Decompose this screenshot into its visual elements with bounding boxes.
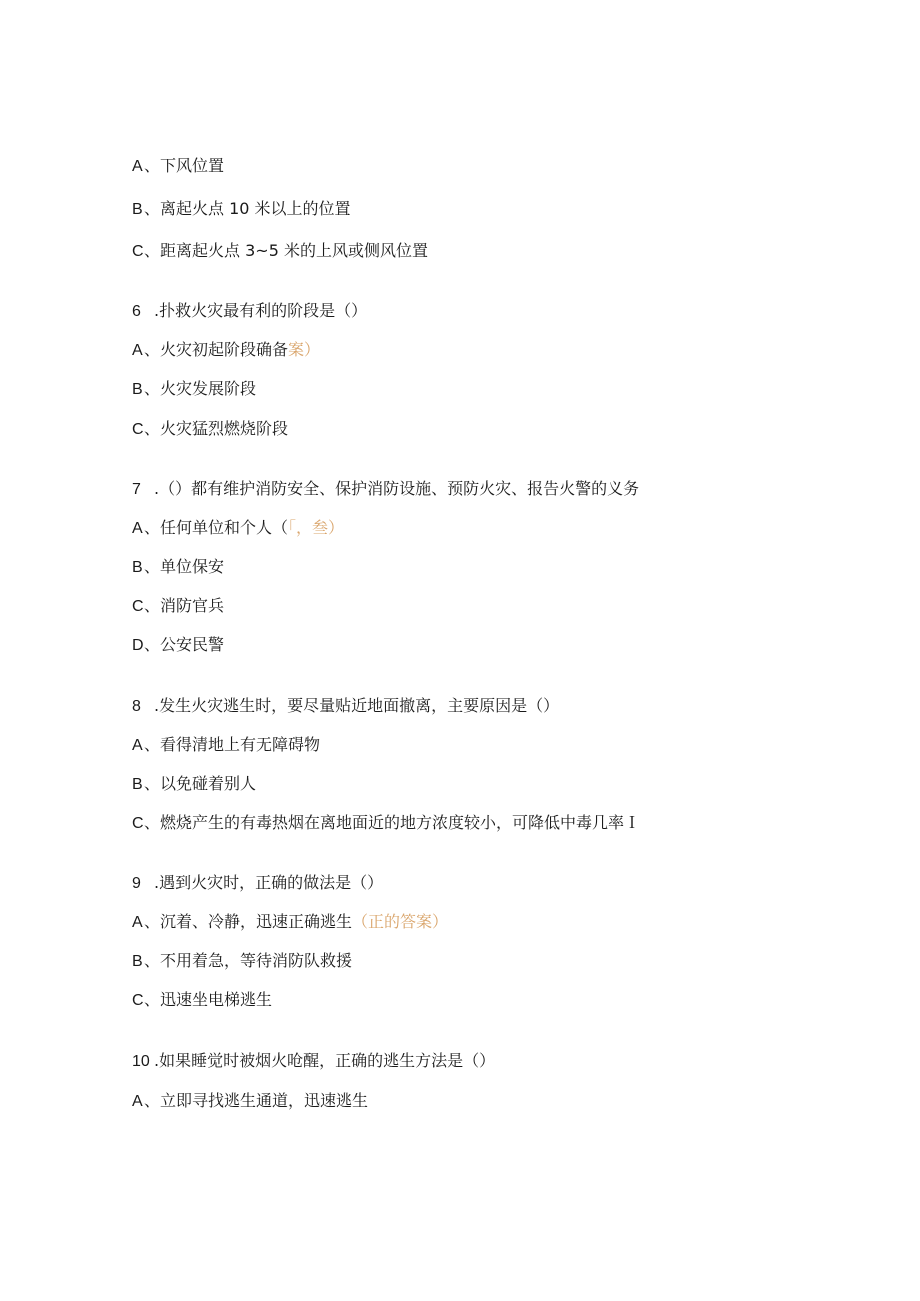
option-c-firefighters	[132, 596, 224, 617]
answer-mark: 「，叁）	[288, 518, 345, 537]
option-separator: 、	[144, 735, 161, 754]
question-text: .发生火灾逃生时，要尽量贴近地面撤离，主要原因是（）	[154, 696, 560, 715]
option-c-elevator	[132, 990, 272, 1011]
option-letter: A	[132, 158, 143, 175]
question-6	[132, 301, 367, 322]
option-separator: 、	[144, 557, 161, 576]
option-letter: C	[132, 421, 144, 438]
option-b-wait-rescue	[132, 951, 352, 972]
option-text: 火灾发展阶段	[160, 379, 257, 398]
option-letter: C	[132, 815, 144, 832]
option-separator: 、	[144, 199, 161, 218]
option-separator: 、	[144, 419, 161, 438]
option-d-police	[132, 635, 224, 656]
option-text: 单位保安	[160, 557, 225, 576]
option-separator: 、	[144, 241, 161, 260]
option-letter: D	[132, 637, 144, 654]
option-separator: 、	[144, 156, 161, 175]
option-text: 离起火点 10 米以上的位置	[160, 199, 351, 218]
option-letter: C	[132, 243, 144, 260]
option-text: 下风位置	[160, 156, 225, 175]
option-letter: B	[132, 953, 143, 970]
question-text: .（）都有维护消防安全、保护消防设施、预防火灾、报告火警的义务	[154, 479, 640, 498]
option-b-avoid-others	[132, 774, 256, 795]
option-text: 任何单位和个人（	[160, 518, 289, 537]
question-number: 8	[132, 698, 141, 715]
question-text: .如果睡觉时被烟火呛醒，正确的逃生方法是（）	[154, 1051, 496, 1070]
option-text: 以免碰着别人	[160, 774, 257, 793]
option-text: 火灾初起阶段确备	[160, 340, 289, 359]
option-letter: B	[132, 201, 143, 218]
option-text: 火灾猛烈燃烧阶段	[160, 419, 289, 438]
answer-mark: 案）	[288, 340, 321, 359]
question-8	[132, 696, 559, 717]
option-letter: A	[132, 1093, 143, 1110]
option-text: 立即寻找逃生通道，迅速逃生	[160, 1091, 369, 1110]
option-text: 公安民警	[160, 635, 225, 654]
option-separator: 、	[144, 774, 161, 793]
option-text: 看得清地上有无障碍物	[160, 735, 321, 754]
option-separator: 、	[144, 518, 161, 537]
question-number: 7	[132, 481, 141, 498]
option-text: 距离起火点 3~5 米的上风或侧风位置	[160, 241, 428, 260]
question-number: 6	[132, 303, 141, 320]
option-c-upwind	[132, 241, 428, 262]
option-letter: B	[132, 559, 143, 576]
option-text: 不用着急，等待消防队救援	[160, 951, 353, 970]
option-a-calm-escape	[132, 912, 448, 933]
option-text: 燃烧产生的有毒热烟在离地面近的地方浓度较小，可降低中毒几率Ｉ	[160, 813, 641, 832]
option-b-development-stage	[132, 379, 256, 400]
option-text: 消防官兵	[160, 596, 225, 615]
option-b-security-guard	[132, 557, 224, 578]
option-letter: A	[132, 914, 143, 931]
option-letter: B	[132, 776, 143, 793]
question-number: 10	[132, 1053, 150, 1070]
option-a-downwind	[132, 156, 224, 177]
option-separator: 、	[144, 1091, 161, 1110]
option-text: 迅速坐电梯逃生	[160, 990, 273, 1009]
option-separator: 、	[144, 635, 161, 654]
option-letter: A	[132, 520, 143, 537]
answer-mark: （正的答案）	[352, 912, 449, 931]
option-letter: A	[132, 737, 143, 754]
option-text: 沉着、冷静，迅速正确逃生	[160, 912, 353, 931]
question-text: .遇到火灾时，正确的做法是（）	[154, 873, 384, 892]
option-letter: B	[132, 381, 143, 398]
option-separator: 、	[144, 379, 161, 398]
option-separator: 、	[144, 340, 161, 359]
question-10	[132, 1051, 495, 1072]
question-text: .扑救火灾最有利的阶段是（）	[154, 301, 368, 320]
option-a-initial-stage	[132, 340, 320, 361]
question-7	[132, 479, 639, 500]
option-a-see-obstacles	[132, 735, 320, 756]
option-separator: 、	[144, 990, 161, 1009]
option-letter: C	[132, 992, 144, 1009]
option-separator: 、	[144, 813, 161, 832]
option-letter: C	[132, 598, 144, 615]
question-number: 9	[132, 875, 141, 892]
option-a-everyone	[132, 518, 344, 539]
option-separator: 、	[144, 951, 161, 970]
option-separator: 、	[144, 912, 161, 931]
option-separator: 、	[144, 596, 161, 615]
option-a-find-exit	[132, 1091, 368, 1112]
option-letter: A	[132, 342, 143, 359]
option-c-toxic-smoke	[132, 813, 640, 834]
question-9	[132, 873, 383, 894]
option-b-10m-away	[132, 199, 351, 220]
option-c-fierce-stage	[132, 419, 288, 440]
